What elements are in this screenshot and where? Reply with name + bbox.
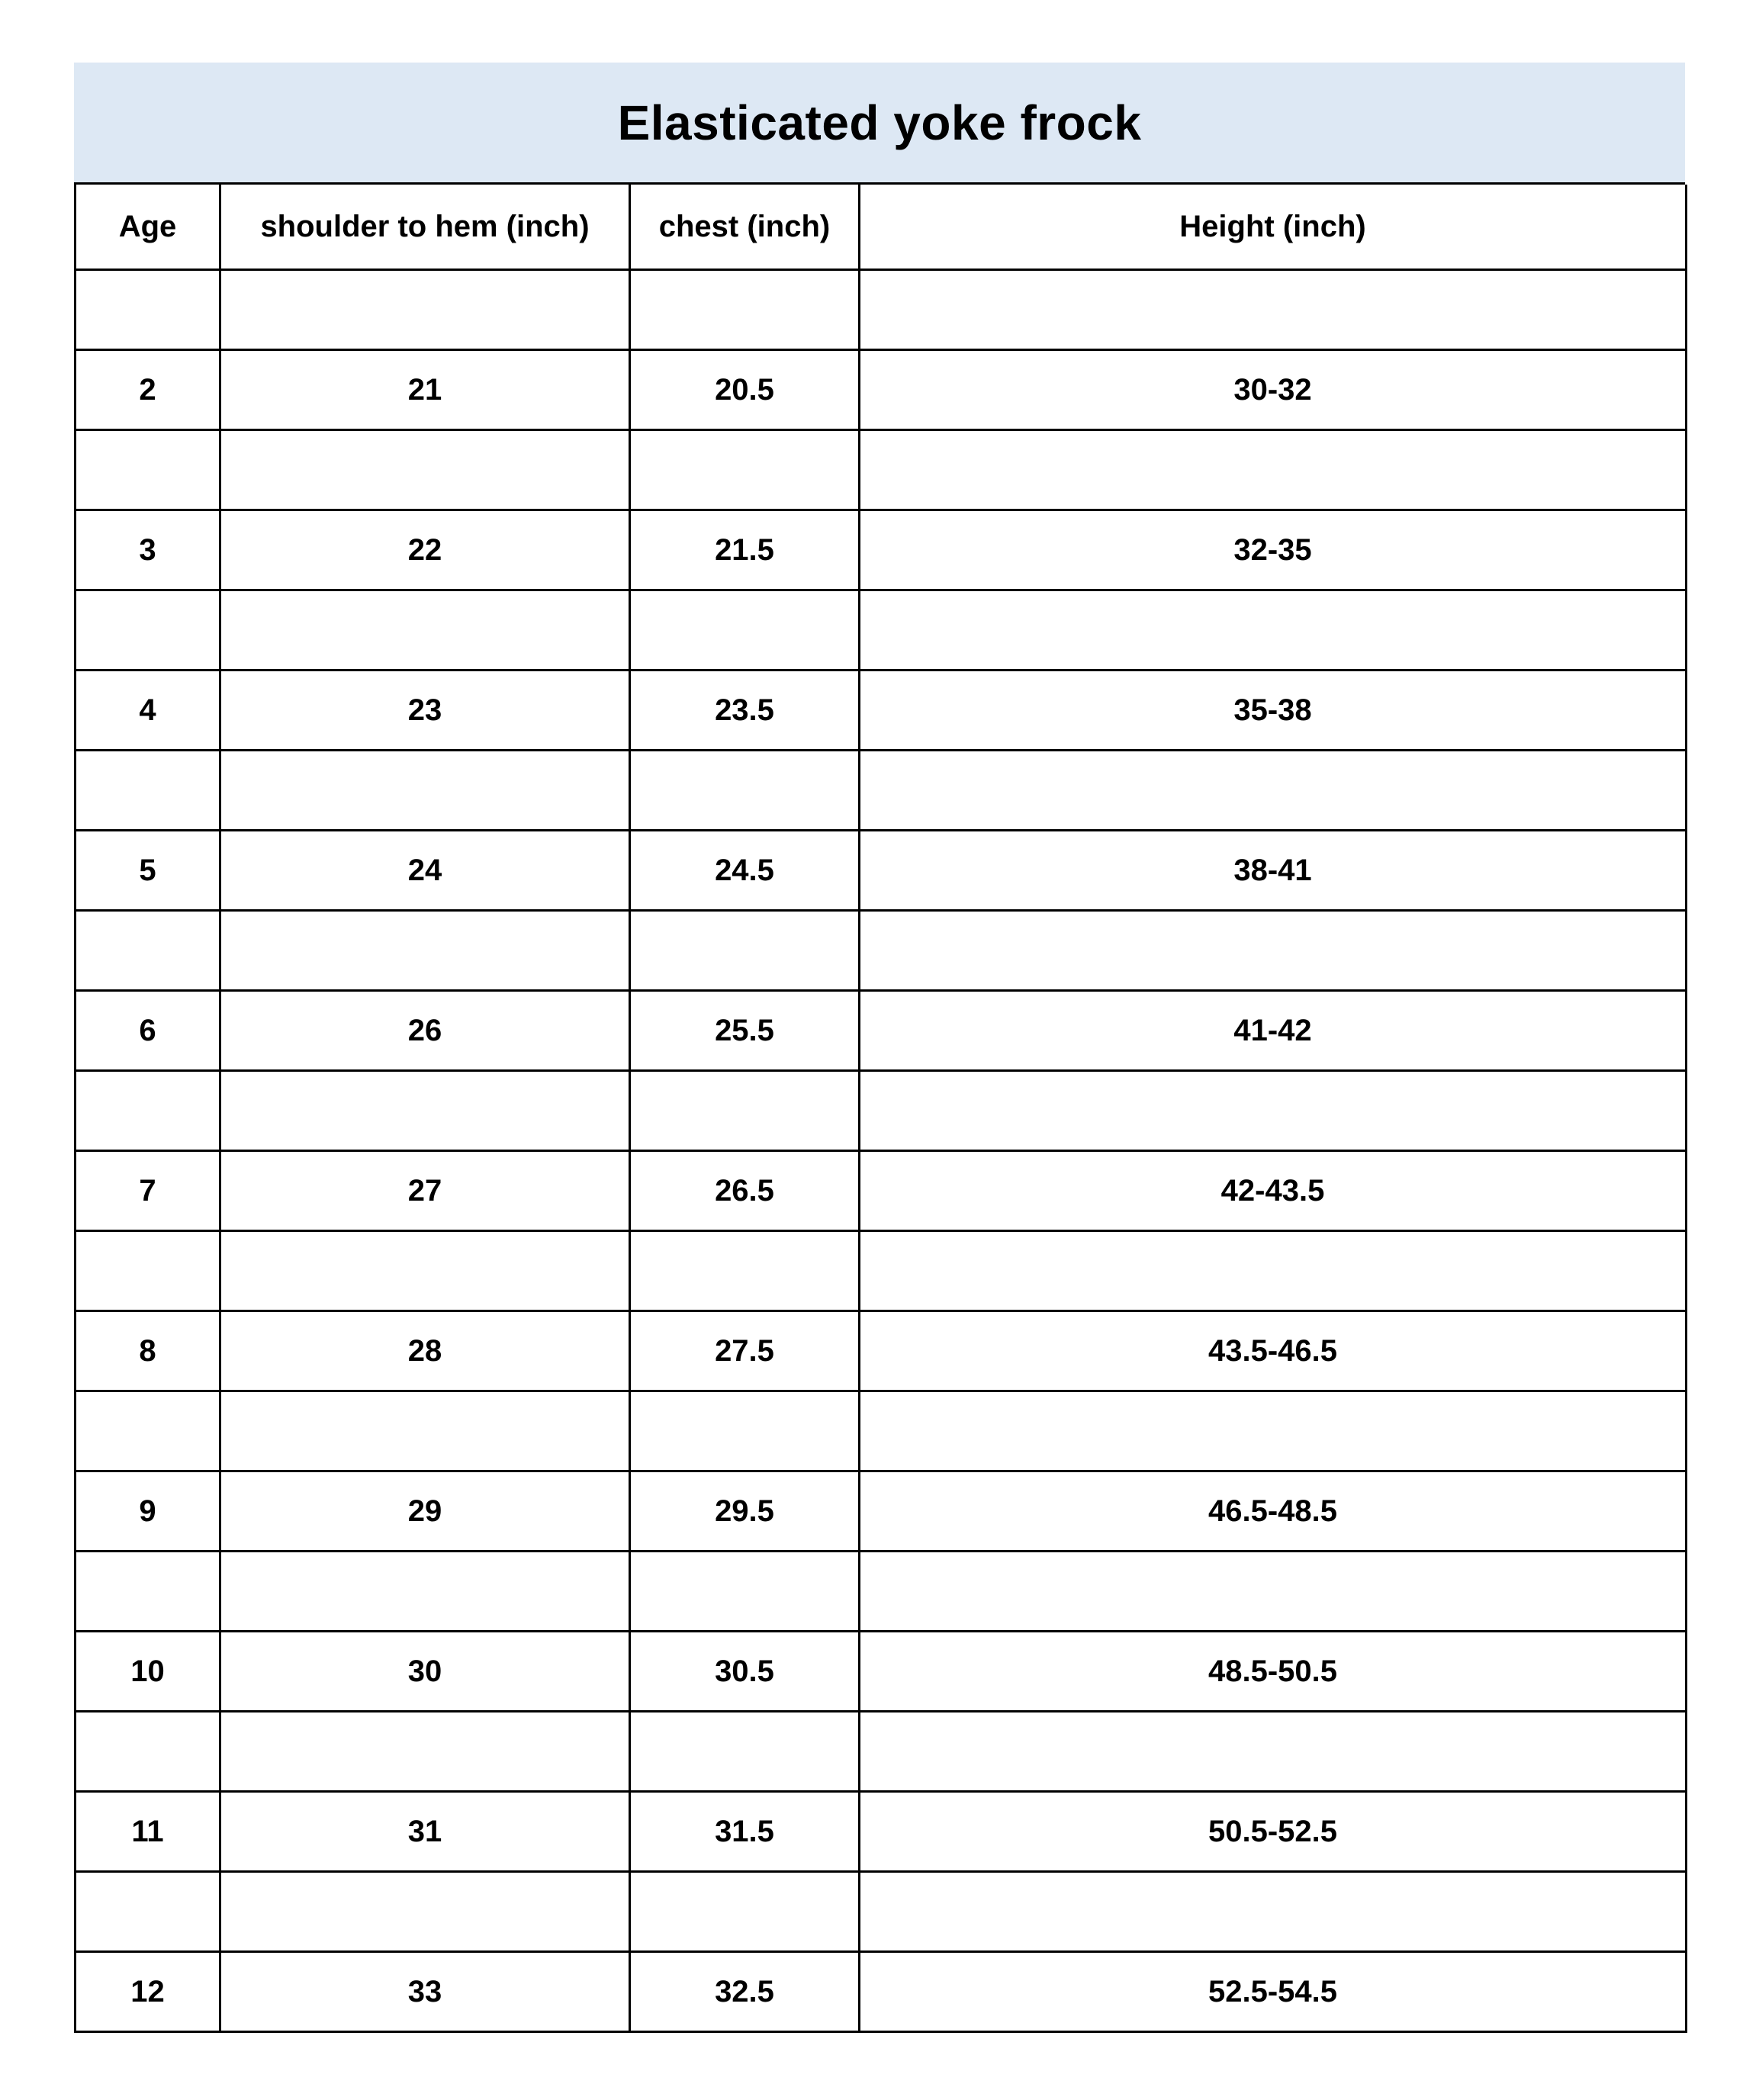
table-row	[76, 671, 1687, 751]
cell-height: 42-43.5	[860, 1151, 1687, 1231]
cell-chest: 24.5	[630, 831, 860, 911]
cell-height: 50.5-52.5	[860, 1792, 1687, 1872]
title-bar	[74, 63, 1685, 185]
cell-shoulder-to-hem: 33	[220, 1952, 630, 2032]
table-row	[76, 350, 1687, 430]
cell-age	[76, 1071, 220, 1151]
cell-age	[76, 270, 220, 350]
header-shoulder-to-hem: shoulder to hem (inch)	[220, 185, 630, 270]
cell-age	[76, 430, 220, 510]
cell-shoulder-to-hem: 30	[220, 1632, 630, 1712]
table-body	[76, 270, 1687, 2032]
cell-shoulder-to-hem: 28	[220, 1311, 630, 1391]
cell-shoulder-to-hem: 27	[220, 1151, 630, 1231]
cell-shoulder-to-hem	[220, 590, 630, 671]
cell-age	[76, 590, 220, 671]
cell-height	[860, 430, 1687, 510]
cell-height: 52.5-54.5	[860, 1952, 1687, 2032]
cell-shoulder-to-hem	[220, 1872, 630, 1952]
cell-age: 3	[76, 510, 220, 590]
cell-shoulder-to-hem	[220, 1552, 630, 1632]
cell-shoulder-to-hem	[220, 430, 630, 510]
size-table	[74, 185, 1687, 2033]
table-row	[76, 510, 1687, 590]
cell-age: 12	[76, 1952, 220, 2032]
cell-shoulder-to-hem: 22	[220, 510, 630, 590]
cell-shoulder-to-hem: 26	[220, 991, 630, 1071]
cell-height: 35-38	[860, 671, 1687, 751]
cell-height: 46.5-48.5	[860, 1471, 1687, 1552]
cell-height: 43.5-46.5	[860, 1311, 1687, 1391]
cell-height: 32-35	[860, 510, 1687, 590]
cell-shoulder-to-hem	[220, 751, 630, 831]
cell-height: 38-41	[860, 831, 1687, 911]
cell-chest: 20.5	[630, 350, 860, 430]
cell-height: 48.5-50.5	[860, 1632, 1687, 1712]
cell-chest	[630, 1071, 860, 1151]
cell-chest	[630, 1712, 860, 1792]
cell-height	[860, 911, 1687, 991]
table-row	[76, 1231, 1687, 1311]
cell-chest: 29.5	[630, 1471, 860, 1552]
table-row	[76, 1952, 1687, 2032]
cell-shoulder-to-hem: 21	[220, 350, 630, 430]
table-header-row	[76, 185, 1687, 270]
header-chest: chest (inch)	[630, 185, 860, 270]
cell-age: 8	[76, 1311, 220, 1391]
cell-shoulder-to-hem: 24	[220, 831, 630, 911]
cell-age	[76, 1231, 220, 1311]
cell-height	[860, 270, 1687, 350]
table-row	[76, 270, 1687, 350]
cell-age: 5	[76, 831, 220, 911]
cell-height	[860, 1231, 1687, 1311]
table-row	[76, 1311, 1687, 1391]
cell-age	[76, 911, 220, 991]
cell-chest: 21.5	[630, 510, 860, 590]
cell-chest	[630, 1231, 860, 1311]
cell-chest: 25.5	[630, 991, 860, 1071]
table-row	[76, 911, 1687, 991]
cell-chest: 26.5	[630, 1151, 860, 1231]
cell-age: 10	[76, 1632, 220, 1712]
table-row	[76, 1792, 1687, 1872]
cell-shoulder-to-hem	[220, 1391, 630, 1471]
cell-shoulder-to-hem	[220, 1071, 630, 1151]
cell-chest	[630, 911, 860, 991]
header-age: Age	[76, 185, 220, 270]
cell-shoulder-to-hem	[220, 1231, 630, 1311]
cell-shoulder-to-hem	[220, 1712, 630, 1792]
cell-chest: 32.5	[630, 1952, 860, 2032]
cell-age	[76, 1391, 220, 1471]
table-row	[76, 1471, 1687, 1552]
cell-chest	[630, 590, 860, 671]
cell-age: 11	[76, 1792, 220, 1872]
cell-shoulder-to-hem	[220, 270, 630, 350]
cell-chest: 30.5	[630, 1632, 860, 1712]
page-title: Elasticated yoke frock	[617, 95, 1142, 150]
cell-age: 4	[76, 671, 220, 751]
table-row	[76, 1391, 1687, 1471]
table-row	[76, 751, 1687, 831]
cell-age	[76, 1872, 220, 1952]
table-row	[76, 1872, 1687, 1952]
cell-age: 6	[76, 991, 220, 1071]
cell-shoulder-to-hem	[220, 911, 630, 991]
cell-chest	[630, 430, 860, 510]
cell-age	[76, 1712, 220, 1792]
cell-height	[860, 1712, 1687, 1792]
cell-chest	[630, 1872, 860, 1952]
cell-chest: 27.5	[630, 1311, 860, 1391]
cell-age: 2	[76, 350, 220, 430]
cell-age	[76, 751, 220, 831]
table-row	[76, 831, 1687, 911]
cell-chest	[630, 1552, 860, 1632]
cell-age	[76, 1552, 220, 1632]
cell-shoulder-to-hem: 23	[220, 671, 630, 751]
table-row	[76, 1071, 1687, 1151]
cell-chest: 31.5	[630, 1792, 860, 1872]
cell-chest	[630, 1391, 860, 1471]
cell-height: 30-32	[860, 350, 1687, 430]
cell-chest: 23.5	[630, 671, 860, 751]
table-row	[76, 1712, 1687, 1792]
cell-height	[860, 590, 1687, 671]
table-row	[76, 590, 1687, 671]
cell-height: 41-42	[860, 991, 1687, 1071]
cell-age: 7	[76, 1151, 220, 1231]
size-chart	[74, 63, 1685, 2033]
header-height: Height (inch)	[860, 185, 1687, 270]
table-row	[76, 991, 1687, 1071]
table-row	[76, 430, 1687, 510]
cell-shoulder-to-hem: 31	[220, 1792, 630, 1872]
cell-height	[860, 751, 1687, 831]
cell-height	[860, 1872, 1687, 1952]
table-row	[76, 1552, 1687, 1632]
cell-height	[860, 1391, 1687, 1471]
cell-chest	[630, 751, 860, 831]
cell-chest	[630, 270, 860, 350]
cell-age: 9	[76, 1471, 220, 1552]
cell-height	[860, 1071, 1687, 1151]
table-row	[76, 1151, 1687, 1231]
cell-height	[860, 1552, 1687, 1632]
cell-shoulder-to-hem: 29	[220, 1471, 630, 1552]
table-row	[76, 1632, 1687, 1712]
